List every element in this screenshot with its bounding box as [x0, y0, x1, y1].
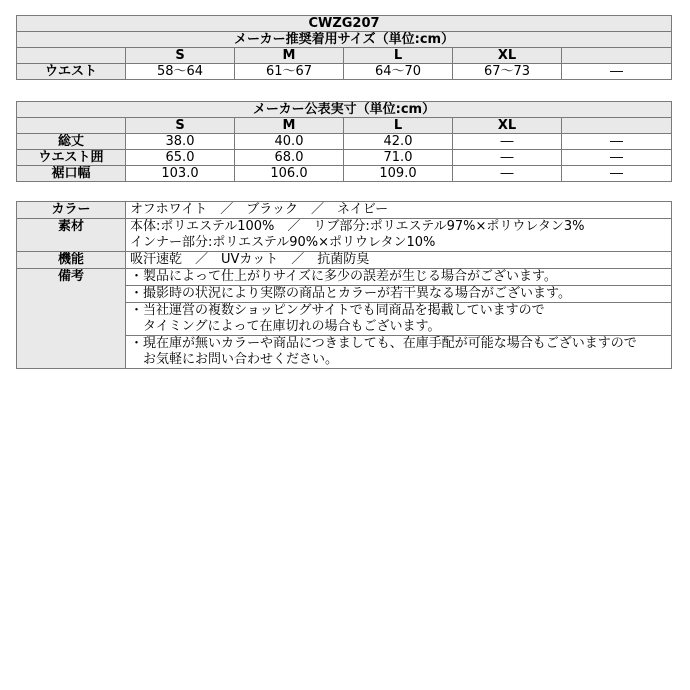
cell-value: ―: [453, 150, 562, 166]
cell-value: ―: [562, 150, 672, 166]
size-header-blank: [17, 118, 126, 134]
table-row: [17, 134, 672, 150]
cell-value: 103.0: [126, 166, 235, 182]
cell-value: 67～73: [453, 64, 562, 80]
row-label-hem: 裾口幅: [17, 166, 126, 182]
row-label-waist: ウエスト: [17, 64, 126, 80]
cell-value: 38.0: [126, 134, 235, 150]
note-line: ・現在庫が無いカラーや商品につきましても、在庫手配が可能な場合もございますので: [130, 336, 637, 351]
cell-value: 61～67: [235, 64, 344, 80]
note-line: ・当社運営の複数ショッピングサイトでも同商品を掲載していますので: [130, 303, 545, 318]
material-line: インナー部分:ポリエステル90%×ポリウレタン10%: [130, 235, 436, 250]
size-header-m: M: [235, 48, 344, 64]
notes-label: 備考: [17, 269, 126, 369]
function-label: 機能: [17, 252, 126, 269]
cell-value: 58～64: [126, 64, 235, 80]
color-value: オフホワイト ／ ブラック ／ ネイビー: [126, 202, 672, 219]
recommended-title: メーカー推奨着用サイズ（単位:cm）: [17, 32, 672, 48]
size-header-xl: XL: [453, 48, 562, 64]
product-info-table: [16, 201, 672, 369]
size-header-xl: XL: [453, 118, 562, 134]
actual-title: メーカー公表実寸（単位:cm）: [17, 102, 672, 118]
row-label-waist: ウエスト囲: [17, 150, 126, 166]
cell-value: ―: [562, 64, 672, 80]
function-value: 吸汗速乾 ／ UVカット ／ 抗菌防臭: [126, 252, 672, 269]
note-item: ・撮影時の状況により実際の商品とカラーが若干異なる場合がございます。: [126, 286, 672, 303]
cell-value: ―: [562, 166, 672, 182]
size-header-s: S: [126, 118, 235, 134]
actual-size-table: [16, 101, 672, 182]
cell-value: 40.0: [235, 134, 344, 150]
note-line: タイミングによって在庫切れの場合もございます。: [130, 319, 441, 334]
cell-value: 109.0: [344, 166, 453, 182]
cell-value: ―: [562, 134, 672, 150]
size-header-m: M: [235, 118, 344, 134]
size-header-s: S: [126, 48, 235, 64]
row-label-length: 総丈: [17, 134, 126, 150]
material-value: [126, 219, 672, 252]
color-label: カラー: [17, 202, 126, 219]
table-row: [17, 166, 672, 182]
table-row: [17, 150, 672, 166]
note-item: ・製品によって仕上がりサイズに多少の誤差が生じる場合がございます。: [126, 269, 672, 286]
cell-value: 42.0: [344, 134, 453, 150]
product-code: CWZG207: [17, 16, 672, 32]
size-header-blank: [17, 48, 126, 64]
material-label: 素材: [17, 219, 126, 252]
cell-value: 68.0: [235, 150, 344, 166]
size-header-l: L: [344, 118, 453, 134]
cell-value: ―: [453, 134, 562, 150]
cell-value: ―: [453, 166, 562, 182]
size-header-extra: [562, 48, 672, 64]
note-line: お気軽にお問い合わせください。: [130, 352, 339, 367]
size-header-extra: [562, 118, 672, 134]
note-item: [126, 303, 672, 336]
recommended-size-table: [16, 15, 672, 80]
note-item: [126, 336, 672, 369]
size-header-l: L: [344, 48, 453, 64]
cell-value: 65.0: [126, 150, 235, 166]
cell-value: 71.0: [344, 150, 453, 166]
material-line: 本体:ポリエステル100% ／ リブ部分:ポリエステル97%×ポリウレタン3%: [130, 219, 585, 234]
cell-value: 106.0: [235, 166, 344, 182]
cell-value: 64～70: [344, 64, 453, 80]
